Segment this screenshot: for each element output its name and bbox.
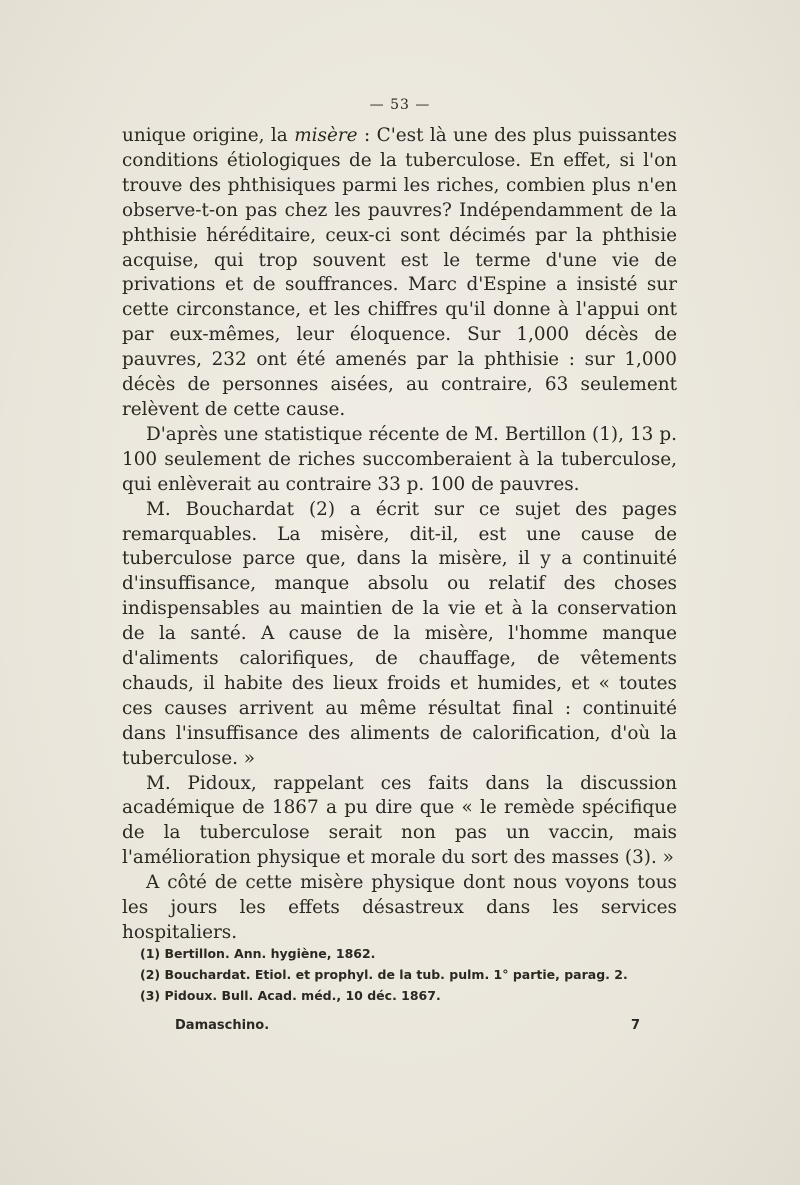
- signature-author: Damaschino.: [175, 1018, 270, 1033]
- body-text: [122, 124, 677, 946]
- footnote-2: (2) Bouchardat. Etiol. et prophyl. de la tub. pulm. 1° partie, parag. 2.: [140, 967, 628, 982]
- footnote-3: (3) Pidoux. Bull. Acad. méd., 10 déc. 1867.: [140, 988, 441, 1003]
- emphasized-word: misère: [294, 125, 358, 146]
- paragraph-bertillon: D'après une statistique récente de M. Bertillon (1), 13 p. 100 seulement de riches succomberaient à la tuberculose, qui enlèverait au contraire 33 p. 100 de pauvres.: [122, 423, 677, 495]
- signature-sheet-number: 7: [630, 1018, 640, 1033]
- printer-signature: [175, 1018, 640, 1033]
- paragraph-misere-physique: A côté de cette misère physique dont nous voyons tous les jours les effets désastreux dans les services hospitaliers.: [122, 872, 677, 943]
- paragraph-pidoux: M. Pidoux, rappelant ces faits dans la discussion académique de 1867 a pu dire que « le remède spécifique de la tuberculose serait non pas un vaccin, mais l'amélioration physique et morale du sort des masses (3). »: [122, 772, 677, 869]
- paragraph-continuation: [122, 124, 677, 423]
- paragraph-bouchardat: M. Bouchardat (2) a écrit sur ce sujet des pages remarquables. La misère, dit-il, est une cause de tuberculose parce que, dans la misère, il y a continuité d'insuffisance, manque absolu ou relatif des choses indispensables au maintien de la vie et à la conservation de la santé. A cause de la misère, l'homme manque d'aliments calorifiques, de chauffage, de vêtements chauds, il habite des lieux froids et humides, et « toutes ces causes arrivent au même résultat final : continuité dans l'insuffisance des aliments de calorification, d'où la tuberculose. »: [122, 498, 677, 769]
- paragraph-text: : C'est là une des plus puissantes conditions étiologiques de la tuberculose. En effet, si l'on trouve des phthisiques parmi les riches, combien plus n'en observe-t-on pas chez les pauvres? Indépendamment de la phthisie héréditaire, ceux-ci sont décimés par la phthisie acquise, qui trop souvent est le terme d'une vie de privations et de souffrances. Marc d'Espine a insisté sur cette circonstance, et les chiffres qu'il donne à l'appui ont par eux-mêmes, leur éloquence. Sur 1,000 décès de pauvres, 232 ont été amenés par la phthisie : sur 1,000 décès de personnes aisées, au contraire, 63 seulement relèvent de cette cause.: [122, 125, 677, 420]
- page-number: — 53 —: [369, 97, 431, 113]
- footnotes: [140, 943, 680, 1006]
- paragraph-text: unique origine, la: [122, 125, 295, 146]
- footnote-1: (1) Bertillon. Ann. hygiène, 1862.: [140, 946, 376, 961]
